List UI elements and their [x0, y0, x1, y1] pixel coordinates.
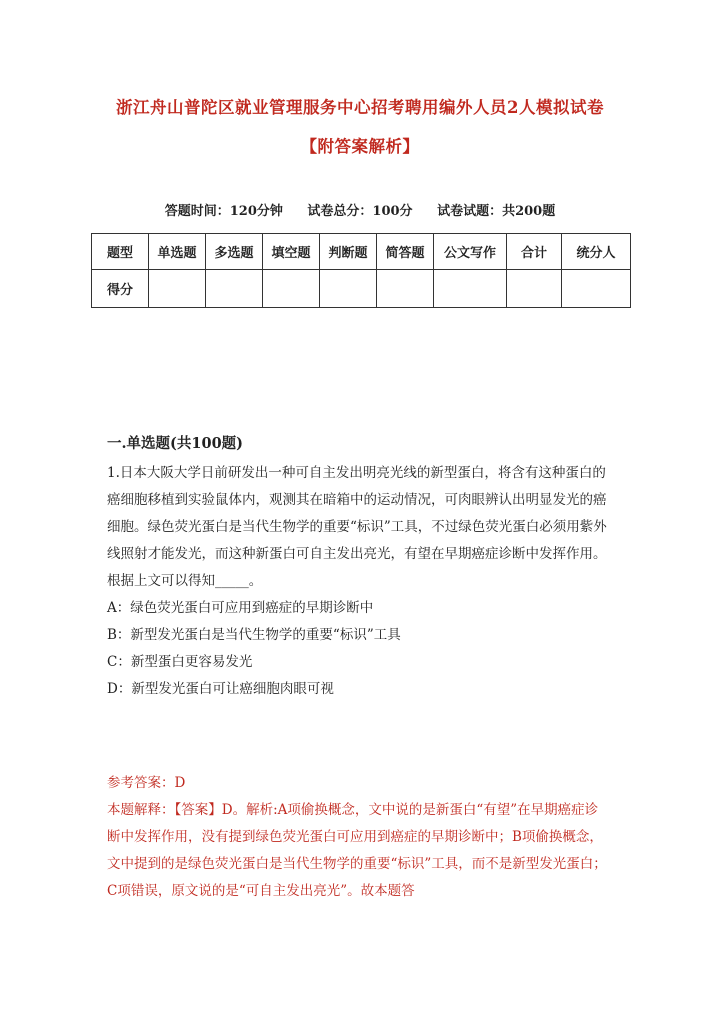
score-cell [149, 270, 206, 308]
option-a: A：绿色荧光蛋白可应用到癌症的早期诊断中 [107, 600, 374, 616]
score-cell [263, 270, 320, 308]
header-cell: 统分人 [562, 234, 631, 270]
score-table-header-row [92, 234, 631, 270]
score-table [91, 233, 631, 308]
header-cell: 题型 [92, 234, 149, 270]
score-cell [562, 270, 631, 308]
row-label: 得分 [92, 270, 149, 308]
answer-block [107, 770, 607, 905]
section-title: 一.单选题(共100题) [107, 435, 244, 452]
question-prompt: 根据上文可以得知_____。 [107, 573, 263, 589]
exam-time: 答题时间：120分钟 [164, 204, 283, 219]
score-table-score-row [92, 270, 631, 308]
option-d: D：新型发光蛋白可让癌细胞肉眼可视 [107, 681, 334, 697]
header-cell: 多选题 [206, 234, 263, 270]
score-cell [206, 270, 263, 308]
answer-explanation: 本题解释：【答案】D。解析:A项偷换概念，文中说的是新蛋白“有望”在早期癌症诊断中发挥作用，没有提到绿色荧光蛋白可应用到癌症的早期诊断中；B项偷换概念，文中提到的是绿色荧光蛋白是当代生物学的重要“标识”工具，而不是新型发光蛋白；C项错误，原文说的是“可自主发出亮光”。故本题答 [107, 802, 607, 899]
document-title: 浙江舟山普陀区就业管理服务中心招考聘用编外人员2人模拟试卷 [116, 98, 604, 117]
score-cell [507, 270, 562, 308]
score-cell [434, 270, 507, 308]
score-cell [377, 270, 434, 308]
exam-total-score: 试卷总分：100分 [307, 204, 413, 219]
header-cell: 单选题 [149, 234, 206, 270]
exam-meta [0, 200, 720, 219]
question-stem: 1.日本大阪大学日前研发出一种可自主发出明亮光线的新型蛋白，将含有这种蛋白的癌细胞移植到实验鼠体内，观测其在暗箱中的运动情况，可肉眼辨认出明显发光的癌细胞。绿色荧光蛋白是当代生物学的重要“标识”工具，不过绿色荧光蛋白必须用紫外线照射才能发光，而这种新蛋白可自主发出亮光，有望在早期癌症诊断中发挥作用。 [107, 465, 607, 562]
score-cell [320, 270, 377, 308]
option-b: B：新型发光蛋白是当代生物学的重要“标识”工具 [107, 627, 401, 643]
question-block [107, 460, 607, 703]
document-subtitle: 【附答案解析】 [300, 137, 420, 156]
header-cell: 公文写作 [434, 234, 507, 270]
header-cell: 简答题 [377, 234, 434, 270]
header-cell: 填空题 [263, 234, 320, 270]
header-cell: 判断题 [320, 234, 377, 270]
answer-label: 参考答案：D [107, 775, 186, 791]
exam-total-questions: 试卷试题：共200题 [437, 204, 556, 219]
header-cell: 合计 [507, 234, 562, 270]
option-c: C：新型蛋白更容易发光 [107, 654, 253, 670]
